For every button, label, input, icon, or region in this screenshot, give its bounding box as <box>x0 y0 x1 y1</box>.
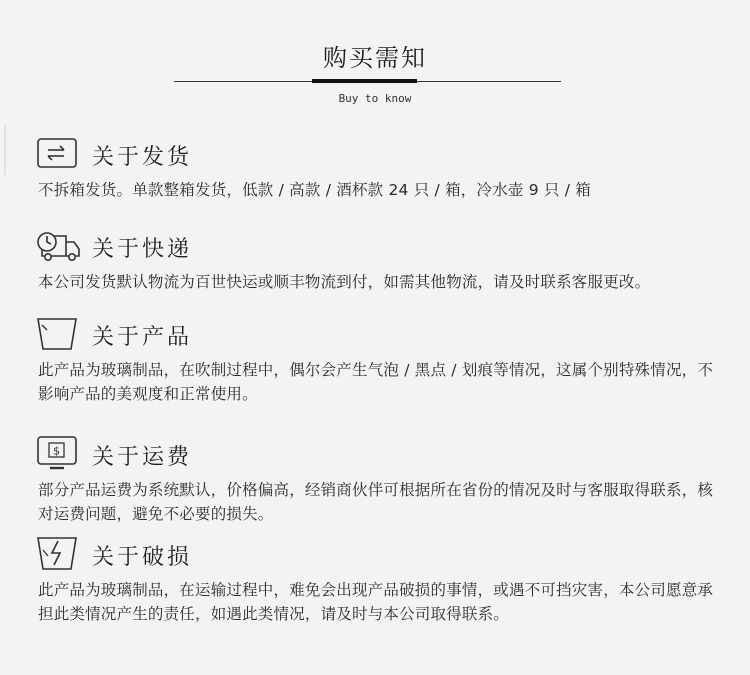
broken-glass-icon <box>36 536 82 572</box>
section-courier <box>36 228 726 294</box>
section-title: 关于快递 <box>92 237 193 262</box>
section-title: 关于产品 <box>92 325 193 350</box>
section-body: 本公司发货默认物流为百世快运或顺丰物流到付，如需其他物流，请及时联系客服更改。 <box>38 273 651 291</box>
section-body: 此产品为玻璃制品，在运输过程中，难免会出现产品破损的事情，或遇不可挡灾害，本公司愿意承担此类情况产生的责任，如遇此类情况，请及时与本公司取得联系。 <box>38 581 714 623</box>
section-damage <box>36 536 726 626</box>
section-body: 此产品为玻璃制品，在吹制过程中，偶尔会产生气泡 / 黑点 / 划痕等情况，这属个别特殊情况，不影响产品的美观度和正常使用。 <box>38 361 714 403</box>
svg-text:$: $ <box>53 444 60 458</box>
section-title: 关于破损 <box>92 545 193 570</box>
section-freight <box>36 436 726 526</box>
title-underline-accent <box>312 79 417 83</box>
delivery-truck-icon <box>36 228 82 264</box>
section-header <box>36 436 726 472</box>
page-subtitle: Buy to know <box>338 92 412 105</box>
section-title: 关于运费 <box>92 445 193 470</box>
section-shipping <box>36 136 726 202</box>
section-title: 关于发货 <box>92 145 193 170</box>
glass-cup-icon <box>36 316 82 352</box>
section-body: 部分产品运费为系统默认，价格偏高，经销商伙伴可根据所在省份的情况及时与客服取得联系，核对运费问题，避免不必要的损失。 <box>38 481 714 523</box>
exchange-icon <box>36 136 82 172</box>
section-header <box>36 228 726 264</box>
section-header <box>36 536 726 572</box>
section-header <box>36 136 726 172</box>
section-header <box>36 316 726 352</box>
section-body: 不拆箱发货。单款整箱发货，低款 / 高款 / 酒杯款 24 只 / 箱，冷水壶 9 只 / 箱 <box>38 181 591 199</box>
section-product <box>36 316 726 406</box>
page-title: 购买需知 <box>323 44 427 72</box>
page-header <box>0 0 750 120</box>
dollar-monitor-icon <box>36 436 82 472</box>
decorative-divider <box>4 125 6 175</box>
